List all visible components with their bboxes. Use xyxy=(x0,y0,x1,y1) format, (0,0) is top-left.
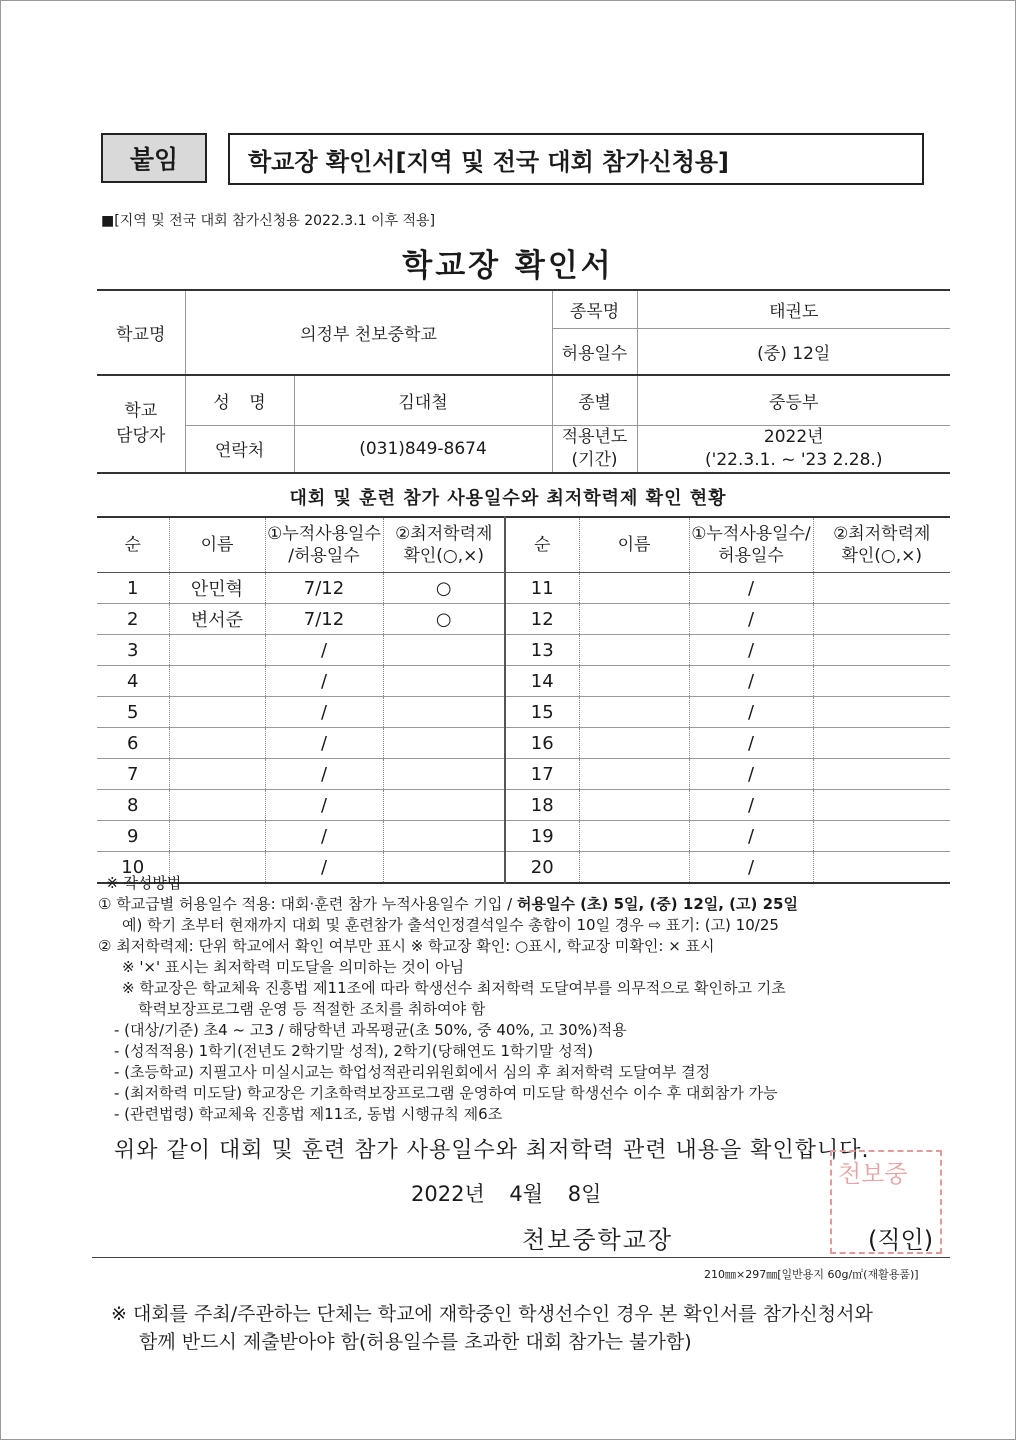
row-check xyxy=(383,666,505,697)
row-no-right: 19 xyxy=(505,821,579,852)
row-days-right: / xyxy=(689,728,813,759)
row-name xyxy=(169,697,265,728)
row-name xyxy=(169,666,265,697)
allowed-label: 허용일수 xyxy=(552,328,637,375)
row-no-right: 15 xyxy=(505,697,579,728)
row-days-right: / xyxy=(689,604,813,635)
row-no: 7 xyxy=(97,759,169,790)
row-days-right: / xyxy=(689,635,813,666)
table-row xyxy=(97,759,950,790)
row-name-right xyxy=(579,728,689,759)
year-value-line-2: ('22.3.1. ~ '23 2.28.) xyxy=(705,449,883,470)
row-no: 2 xyxy=(97,604,169,635)
table-row xyxy=(97,790,950,821)
subtitle: ■[지역 및 전국 대회 참가신청용 2022.3.1 이후 적용] xyxy=(101,213,436,229)
header-days-right-line-2: 허용일수 xyxy=(718,546,784,566)
table-row xyxy=(97,573,950,604)
note-4b: 학력보장프로그램 운영 등 적절한 조치를 취하여야 함 xyxy=(138,1000,486,1018)
footer-note xyxy=(111,1300,873,1356)
row-check-right xyxy=(813,573,950,604)
row-check-right xyxy=(813,697,950,728)
seal-label: (직인) xyxy=(868,1226,934,1254)
row-days-right: / xyxy=(689,790,813,821)
row-check-right xyxy=(813,635,950,666)
note-2: ② 최저학력제: 단위 학교에서 확인 여부만 표시 ※ 학교장 확인: ○표시, 학교장 미확인: × 표시 xyxy=(98,937,715,955)
row-name xyxy=(169,728,265,759)
row-name xyxy=(169,635,265,666)
participation-table xyxy=(97,516,950,884)
footer-line-1: ※ 대회를 주최/주관하는 단체는 학교에 재학중인 학생선수인 경우 본 확인서를 참가신청서와 xyxy=(111,1303,873,1325)
header-name-right: 이름 xyxy=(579,517,689,573)
header-check-line-2: 확인(○,×) xyxy=(403,546,485,566)
manager-label-line-2: 담당자 xyxy=(116,426,166,446)
row-check-right xyxy=(813,759,950,790)
row-check-right xyxy=(813,790,950,821)
year-value xyxy=(637,425,950,473)
category-value: 중등부 xyxy=(637,375,950,425)
year-label-line-2: (기간) xyxy=(571,449,618,470)
row-days-right: / xyxy=(689,821,813,852)
row-no-right: 16 xyxy=(505,728,579,759)
note-3: ※ '×' 표시는 최저학력 미도달을 의미하는 것이 아님 xyxy=(122,958,465,976)
row-days-right: / xyxy=(689,759,813,790)
manager-label-line-1: 학교 xyxy=(124,401,158,421)
row-check-right xyxy=(813,821,950,852)
info-table xyxy=(97,289,950,474)
row-check xyxy=(383,759,505,790)
event-label: 종목명 xyxy=(552,290,637,328)
page-title: 학교장 확인서 xyxy=(402,248,614,284)
header-check-right xyxy=(813,517,950,573)
allowed-value: (중) 12일 xyxy=(637,328,950,375)
row-no: 4 xyxy=(97,666,169,697)
row-no-right: 17 xyxy=(505,759,579,790)
paper-size-note: 210㎜×297㎜[일반용지 60g/㎡(재활용품)] xyxy=(704,1268,919,1281)
row-name-right xyxy=(579,697,689,728)
row-no: 9 xyxy=(97,821,169,852)
row-check-right xyxy=(813,666,950,697)
table-row xyxy=(97,635,950,666)
row-check xyxy=(383,635,505,666)
header-days-line-1: ①누적사용일수 xyxy=(267,524,381,544)
row-days: / xyxy=(265,635,383,666)
header-days xyxy=(265,517,383,573)
row-no: 8 xyxy=(97,790,169,821)
section-title: 대회 및 훈련 참가 사용일수와 최저학력제 확인 현황 xyxy=(289,488,727,509)
event-value: 태권도 xyxy=(637,290,950,328)
official-seal: 천보중 xyxy=(830,1150,942,1254)
row-no: 1 xyxy=(97,573,169,604)
school-value: 의정부 천보중학교 xyxy=(185,290,552,375)
table-row xyxy=(97,666,950,697)
row-name-right xyxy=(579,666,689,697)
note-1a xyxy=(98,894,948,915)
issue-date: 2022년 4월 8일 xyxy=(411,1182,602,1206)
row-name: 안민혁 xyxy=(169,573,265,604)
row-no-right: 13 xyxy=(505,635,579,666)
header-check-right-line-1: ②최저학력제 xyxy=(833,524,931,544)
row-no-right: 14 xyxy=(505,666,579,697)
row-days-right: / xyxy=(689,852,813,884)
name-label: 성 명 xyxy=(185,375,294,425)
row-name-right xyxy=(579,573,689,604)
box-title: 학교장 확인서[지역 및 전국 대회 참가신청용] xyxy=(228,133,924,185)
row-check xyxy=(383,790,505,821)
detail-3: - (초등학교) 지필고사 미실시교는 학업성적관리위원회에서 심의 후 최저학력 도달여부 결정 xyxy=(114,1063,711,1081)
row-days: / xyxy=(265,852,383,884)
row-no-right: 11 xyxy=(505,573,579,604)
confirmation-text: 위와 같이 대회 및 훈련 참가 사용일수와 최저학력 관련 내용을 확인합니다. xyxy=(114,1138,870,1163)
row-days-right: / xyxy=(689,666,813,697)
row-days: / xyxy=(265,790,383,821)
table-header-row xyxy=(97,517,950,573)
row-no: 10 xyxy=(97,852,169,884)
header-no-right: 순 xyxy=(505,517,579,573)
school-label: 학교명 xyxy=(97,290,185,375)
row-name: 변서준 xyxy=(169,604,265,635)
row-check xyxy=(383,728,505,759)
header-days-line-2: /허용일수 xyxy=(288,546,360,566)
year-label-line-1: 적용년도 xyxy=(561,426,628,447)
attachment-label: 붙임 xyxy=(101,133,207,183)
row-name xyxy=(169,790,265,821)
detail-1: - (대상/기준) 초4 ~ 고3 / 해당학년 과목평균(초 50%, 중 40%, 고 30%)적용 xyxy=(114,1021,627,1039)
table-row xyxy=(97,821,950,852)
row-check xyxy=(383,697,505,728)
row-name-right xyxy=(579,821,689,852)
row-days-right: / xyxy=(689,573,813,604)
row-check-right xyxy=(813,728,950,759)
year-value-line-1: 2022년 xyxy=(763,426,824,447)
row-name-right xyxy=(579,759,689,790)
note-4a: ※ 학교장은 학교체육 진흥법 제11조에 따라 학생선수 최저학력 도달여부를 의무적으로 확인하고 기초 xyxy=(122,979,786,997)
category-label: 종별 xyxy=(552,375,637,425)
detail-4: - (최저학력 미도달) 학교장은 기초학력보장프로그램 운영하여 미도달 학생선수 이수 후 대회참가 가능 xyxy=(114,1084,778,1102)
table-row xyxy=(97,728,950,759)
row-check: ○ xyxy=(383,573,505,604)
row-name-right xyxy=(579,635,689,666)
principal-signature: 천보중학교장 xyxy=(522,1226,674,1254)
name-value: 김대철 xyxy=(294,375,552,425)
row-days: / xyxy=(265,821,383,852)
row-check xyxy=(383,821,505,852)
row-name-right xyxy=(579,604,689,635)
instructions xyxy=(98,873,948,1125)
manager-label xyxy=(97,375,185,473)
row-check-right xyxy=(813,604,950,635)
contact-value: (031)849-8674 xyxy=(294,425,552,473)
row-no: 6 xyxy=(97,728,169,759)
note-1a-text: ① 학교급별 허용일수 적용: 대회·훈련 참가 누적사용일수 기입 / xyxy=(98,895,517,913)
header-days-right-line-1: ①누적사용일수/ xyxy=(691,524,811,544)
footer-line-2: 함께 반드시 제출받아야 함(허용일수를 초과한 대회 참가는 불가함) xyxy=(139,1331,692,1353)
table-row xyxy=(97,697,950,728)
row-days: / xyxy=(265,697,383,728)
row-no-right: 18 xyxy=(505,790,579,821)
row-no: 5 xyxy=(97,697,169,728)
detail-5: - (관련법령) 학교체육 진흥법 제11조, 동법 시행규칙 제6조 xyxy=(114,1105,503,1123)
row-days: / xyxy=(265,666,383,697)
row-name-right xyxy=(579,790,689,821)
header-name: 이름 xyxy=(169,517,265,573)
header-check-line-1: ②최저학력제 xyxy=(395,524,493,544)
contact-label: 연락처 xyxy=(185,425,294,473)
row-no-right: 12 xyxy=(505,604,579,635)
row-days-right: / xyxy=(689,697,813,728)
row-no: 3 xyxy=(97,635,169,666)
row-no-right: 20 xyxy=(505,852,579,884)
year-label xyxy=(552,425,637,473)
row-name xyxy=(169,759,265,790)
header-days-right xyxy=(689,517,813,573)
header-check-right-line-2: 확인(○,×) xyxy=(841,546,923,566)
note-1a-bold: 허용일수 (초) 5일, (중) 12일, (고) 25일 xyxy=(517,895,798,913)
table-row xyxy=(97,604,950,635)
row-days: / xyxy=(265,759,383,790)
row-days: 7/12 xyxy=(265,573,383,604)
notes-title: ※ 작성방법 xyxy=(106,874,182,892)
row-days: / xyxy=(265,728,383,759)
row-name xyxy=(169,821,265,852)
detail-2: - (성적적용) 1학기(전년도 2학기말 성적), 2학기(당해연도 1학기말 성적) xyxy=(114,1042,594,1060)
row-days: 7/12 xyxy=(265,604,383,635)
header-no: 순 xyxy=(97,517,169,573)
divider xyxy=(92,1257,950,1258)
note-1b: 예) 학기 초부터 현재까지 대회 및 훈련참가 출석인정결석일수 총합이 10일 경우 ⇨ 표기: (고) 10/25 xyxy=(122,916,779,934)
header-check xyxy=(383,517,505,573)
row-check: ○ xyxy=(383,604,505,635)
